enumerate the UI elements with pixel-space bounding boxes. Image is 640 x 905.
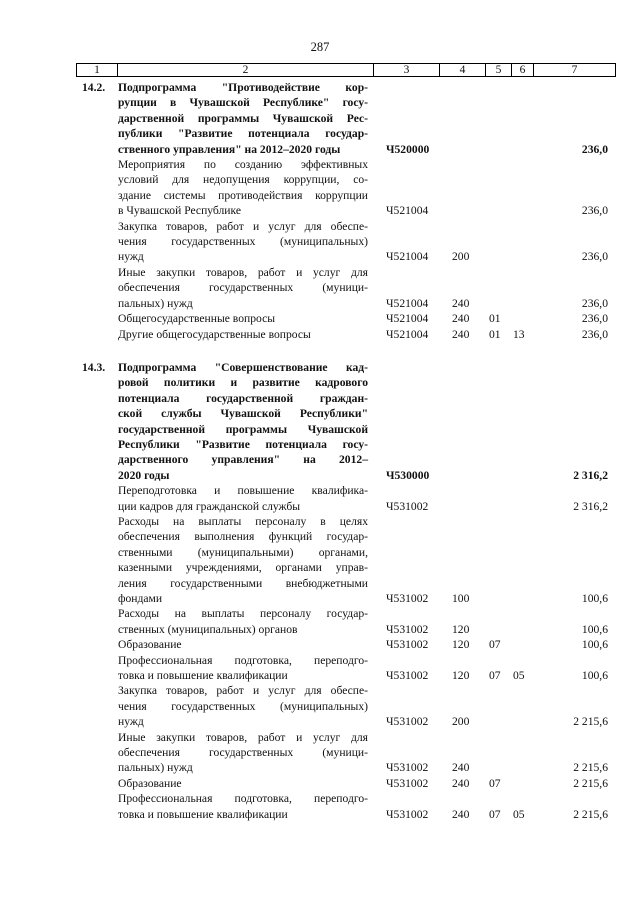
row-name [118,157,368,219]
table-row [0,219,640,265]
row-name-line: Подпрограмма "Совершенствование кад- [118,360,368,374]
amount: 100,6 [581,638,608,652]
amount: 236,0 [581,250,608,264]
table-row [0,80,640,157]
row-name [118,514,368,606]
subsection-code: 13 [513,327,525,341]
table-row [0,730,640,776]
section-code: 07 [489,776,501,790]
expense-type: 120 [452,622,470,636]
row-name-line: государственной программы Чувашской [118,422,368,436]
row-name-line: фондами [118,592,163,605]
amount: 236,0 [581,296,608,310]
row-name-line: Расходы на выплаты персоналу государ- [118,607,368,621]
row-number: 14.3. [82,360,106,374]
table-row [0,514,640,606]
row-name-line: казенными учреждениями, органами управ- [118,561,368,575]
table-row [0,653,640,684]
expense-type: 120 [452,669,470,683]
col-header-1: 1 [94,64,100,76]
row-name-line: 2020 годы [118,468,170,482]
amount: 2 316,2 [573,468,608,482]
row-number: 14.2. [82,81,106,94]
row-name-line: товка и повышение квалификации [118,807,288,821]
section-code: 01 [489,312,501,326]
target-code: Ч531002 [386,761,429,775]
col-header-3: 3 [373,64,439,76]
subsection-code: 05 [513,669,525,683]
row-name [118,606,368,637]
target-code: Ч531002 [386,807,429,821]
expense-type: 240 [452,327,470,341]
target-code: Ч531002 [386,622,429,636]
target-code: Ч531002 [386,592,429,605]
row-name [118,730,368,776]
row-name-line: Переподготовка и повышение квалифика- [118,484,368,498]
target-code: Ч531002 [386,715,429,729]
expense-type: 240 [452,807,470,821]
amount: 2 316,2 [573,499,608,513]
row-name-line: потенциала государственной граждан- [118,391,368,405]
row-name [118,80,368,157]
row-name-line: Расходы на выплаты персоналу в целях [118,514,368,528]
section-code: 07 [489,669,501,683]
table-row [0,683,640,729]
expense-type: 100 [452,592,470,605]
row-name-line: Общегосударственные вопросы [118,312,276,326]
row-name-line: Образование [118,638,182,652]
target-code: Ч521004 [386,327,429,341]
col-header-4: 4 [439,64,485,76]
section-code: 01 [489,327,501,341]
col-header-7: 7 [533,64,615,76]
page-number: 287 [310,40,330,54]
row-name-line: пальных) нужд [118,296,193,310]
budget-table-body [0,80,640,822]
table-row [0,265,640,311]
row-name-line: дарственной программы Чувашской Рес- [118,111,368,125]
row-name-line: товка и повышение квалификации [118,669,288,683]
row-name-line: в Чувашской Республике [118,204,242,218]
row-name-line: Иные закупки товаров, работ и услуг для [118,265,368,279]
row-name-line: Профессиональная подготовка, переподго- [118,653,368,667]
target-code: Ч521004 [386,250,429,264]
row-name-line: ровой политики и развитие кадрового [118,376,368,390]
row-name-line: обеспечения государственных (муници- [118,746,368,760]
row-name [118,776,368,791]
column-header-row [76,63,616,77]
row-name-line: нужд [118,250,144,264]
row-name [118,360,368,483]
expense-type: 120 [452,638,470,652]
target-code: Ч531002 [386,669,429,683]
row-name-line: ления государственными внебюджетными [118,576,368,590]
expense-type: 240 [452,312,470,326]
row-name [118,483,368,514]
row-name-line: обеспечения государственных (муници- [118,281,368,295]
amount: 236,0 [581,204,608,218]
row-name-line: ственного управления" на 2012–2020 годы [118,142,341,156]
table-row [0,791,640,822]
amount: 2 215,6 [573,715,608,729]
target-code: Ч521004 [386,204,429,218]
row-name [118,327,368,342]
target-code: Ч530000 [386,468,430,482]
expense-type: 240 [452,296,470,310]
table-row [0,637,640,652]
col-header-5: 5 [485,64,511,76]
row-name-line: Закупка товаров, работ и услуг для обеспе- [118,684,368,698]
row-name [118,311,368,326]
amount: 236,0 [581,142,608,156]
subsection-code: 05 [513,807,525,821]
row-name-line: ской службы Чувашской Республики" [118,407,368,421]
amount: 100,6 [581,592,608,605]
amount: 2 215,6 [573,761,608,775]
amount: 100,6 [581,622,608,636]
row-name-line: Закупка товаров, работ и услуг для обеспе- [118,219,368,233]
row-name [118,265,368,311]
row-name-line: ции кадров для гражданской службы [118,499,301,513]
row-name-line: рупции в Чувашской Республике" госу- [118,96,368,110]
table-row [0,483,640,514]
row-name-line: Подпрограмма "Противодействие кор- [118,81,368,94]
row-name-line: чения государственных (муниципальных) [118,699,368,713]
section-code: 07 [489,638,501,652]
table-row [0,360,640,483]
row-name [118,653,368,684]
expense-type: 240 [452,761,470,775]
col-header-6: 6 [511,64,533,76]
row-name-line: дарственного управления" на 2012– [118,453,368,467]
amount: 2 215,6 [573,776,608,790]
row-name-line: Другие общегосударственные вопросы [118,327,311,341]
target-code: Ч531002 [386,499,429,513]
row-name-line: публики "Развитие потенциала государ- [118,127,368,141]
row-name-line: Мероприятия по созданию эффективных [118,158,368,172]
table-row [0,327,640,342]
target-code: Ч531002 [386,638,429,652]
row-name-line: нужд [118,715,144,729]
row-name-line: здание системы противодействия коррупции [118,188,368,202]
row-name-line: чения государственных (муниципальных) [118,235,368,249]
row-name-line: обеспечения выполнения функций государ- [118,530,368,544]
row-name [118,683,368,729]
amount: 2 215,6 [573,807,608,821]
row-name-line: Профессиональная подготовка, переподго- [118,792,368,806]
table-row [0,157,640,219]
table-row [0,606,640,637]
row-name-line: Республики "Развитие потенциала госу- [118,437,368,451]
section-code: 07 [489,807,501,821]
expense-type: 200 [452,715,470,729]
row-name-line: пальных) нужд [118,761,193,775]
row-name-line: ственных (муниципальных) органов [118,622,298,636]
row-name [118,219,368,265]
amount: 236,0 [581,327,608,341]
col-header-2: 2 [117,64,373,76]
row-name-line: Иные закупки товаров, работ и услуг для [118,730,368,744]
table-row [0,776,640,791]
expense-type: 240 [452,776,470,790]
row-name [118,637,368,652]
table-row [0,311,640,326]
row-name-line: ственными (муниципальными) органами, [118,545,368,559]
row-name-line: Образование [118,776,182,790]
target-code: Ч521004 [386,296,429,310]
row-name-line: условий для недопущения коррупции, со- [118,173,368,187]
target-code: Ч531002 [386,776,429,790]
target-code: Ч520000 [386,142,430,156]
amount: 100,6 [581,669,608,683]
target-code: Ч521004 [386,312,429,326]
row-name [118,791,368,822]
amount: 236,0 [581,312,608,326]
expense-type: 200 [452,250,470,264]
